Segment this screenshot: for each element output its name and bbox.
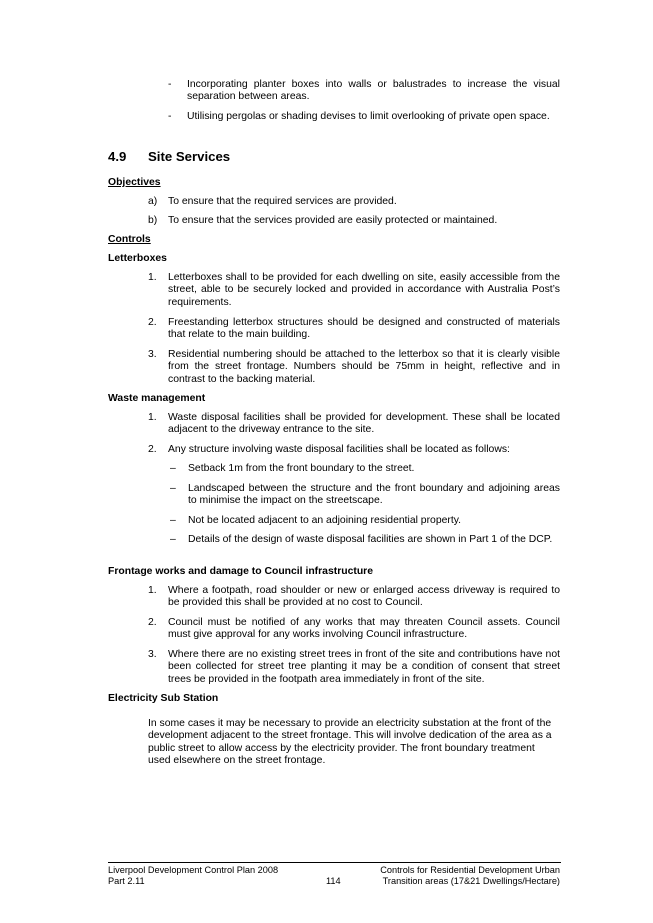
section-title: Site Services: [148, 149, 231, 164]
controls-heading: Controls: [108, 234, 151, 245]
bullet-marker: -: [168, 111, 172, 122]
bullet-marker: -: [168, 79, 172, 90]
item-marker: 3.: [148, 349, 157, 360]
item-text: To ensure that the services provided are easily protected or maintained.: [168, 215, 498, 226]
sub-marker: –: [170, 463, 176, 474]
sub-text: Setback 1m from the front boundary to the street.: [188, 463, 415, 474]
bullet-text: Incorporating planter boxes into walls or balustrades to increase the visual separation between areas.: [187, 79, 560, 103]
item-text: Freestanding letterbox structures should be designed and constructed of materials that relate to the main building.: [168, 317, 560, 341]
item-text: Residential numbering should be attached to the letterbox so that it is clearly visible from the street frontage. Numbers should be 75mm in height, reflective and in contrast to the backing material.: [168, 349, 560, 385]
sub-text: Landscaped between the structure and the front boundary and adjoining areas to minimise the impact on the streetscape.: [188, 483, 560, 507]
item-marker: a): [148, 196, 158, 207]
item-text: Where a footpath, road shoulder or new or enlarged access driveway is required to be provided this shall be provided at no cost to Council.: [168, 585, 560, 609]
electricity-paragraph: In some cases it may be necessary to provide an electricity substation at the front of the development adjacent to the street frontage. This will involve dedication of the area as a public street to allow access by the electricity provider. The front boundary treatment used elsewhere on the street frontage.: [148, 718, 552, 767]
frontage-heading: Frontage works and damage to Council infrastructure: [108, 566, 374, 577]
footer-rule: [108, 862, 561, 863]
item-text: Waste disposal facilities shall be provided for development. These shall be located adjacent to the driveway entrance to the site.: [168, 412, 560, 436]
footer-left-line1: Liverpool Development Control Plan 2008: [108, 865, 279, 875]
letterboxes-heading: Letterboxes: [108, 253, 167, 264]
item-text: Where there are no existing street trees in front of the site and contributions have not been collected for street tree planting it may be a condition of consent that street trees be provided in the footpath area immediately in front of the site.: [168, 649, 560, 685]
footer-right-line1: Controls for Residential Development Urban: [380, 865, 560, 875]
bullet-text: Utilising pergolas or shading devises to limit overlooking of private open space.: [187, 111, 550, 122]
item-text: Any structure involving waste disposal facilities shall be located as follows:: [168, 444, 510, 455]
waste-heading: Waste management: [108, 393, 206, 404]
item-marker: 2.: [148, 617, 157, 628]
footer-page-number: 114: [326, 876, 341, 886]
item-text: To ensure that the required services are provided.: [168, 196, 397, 207]
footer-left-line2: Part 2.11: [108, 876, 145, 886]
item-marker: 2.: [148, 317, 157, 328]
sub-marker: –: [170, 515, 176, 526]
item-text: Council must be notified of any works that may threaten Council assets. Council must give approval for any works involving Council infrastructure.: [168, 617, 560, 641]
objectives-heading: Objectives: [108, 177, 161, 188]
item-marker: b): [148, 215, 158, 226]
item-marker: 3.: [148, 649, 157, 660]
electricity-heading: Electricity Sub Station: [108, 693, 219, 704]
section-number: 4.9: [108, 149, 127, 164]
item-marker: 1.: [148, 272, 157, 283]
sub-text: Details of the design of waste disposal facilities are shown in Part 1 of the DCP.: [188, 534, 553, 545]
sub-text: Not be located adjacent to an adjoining residential property.: [188, 515, 462, 526]
sub-marker: –: [170, 534, 176, 545]
footer-right-line2: Transition areas (17&21 Dwellings/Hectare): [382, 876, 560, 886]
item-marker: 1.: [148, 412, 157, 423]
item-marker: 1.: [148, 585, 157, 596]
item-marker: 2.: [148, 444, 157, 455]
sub-marker: –: [170, 483, 176, 494]
item-text: Letterboxes shall to be provided for each dwelling on site, easily accessible from the street, able to be securely locked and provided in accordance with Australia Post’s requirements.: [168, 272, 560, 308]
